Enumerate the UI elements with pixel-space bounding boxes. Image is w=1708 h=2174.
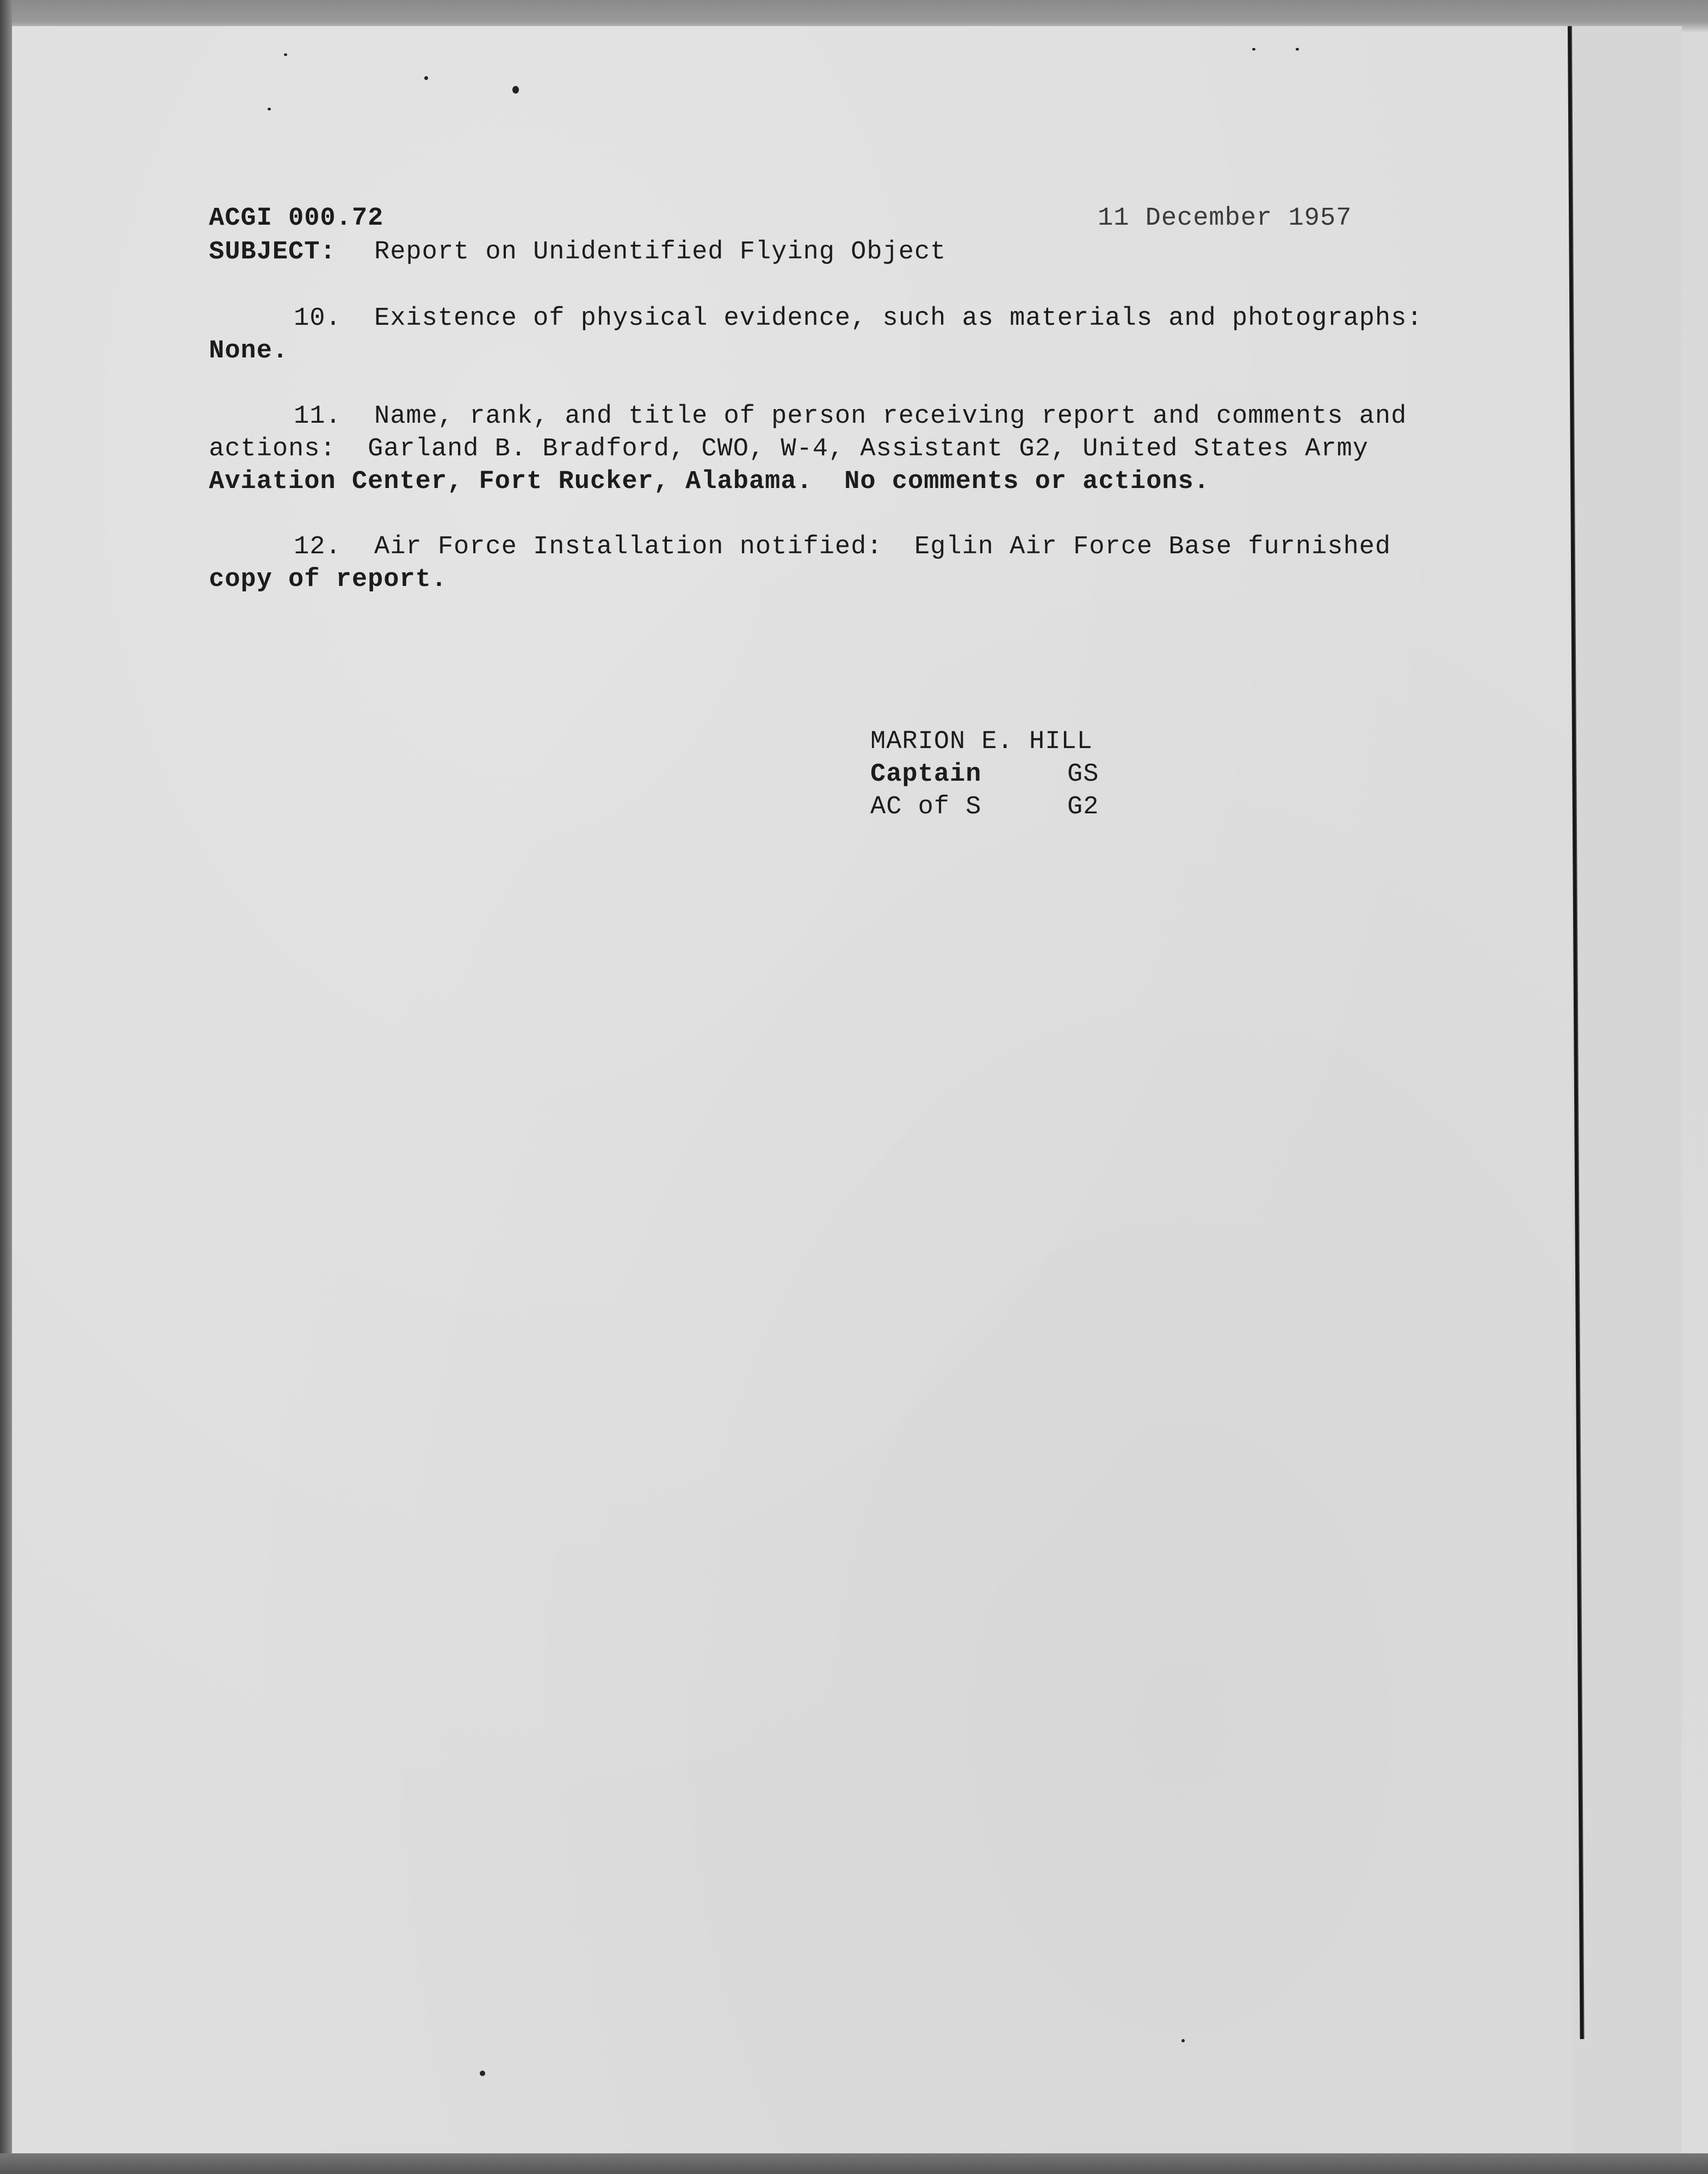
scan-bottom-edge — [0, 2153, 1708, 2174]
document-date: 11 December 1957 — [1098, 204, 1352, 233]
dust-speck — [512, 86, 519, 94]
dust-speck — [1181, 2039, 1185, 2042]
signatory-section: G2 — [1067, 793, 1099, 822]
dust-speck — [1296, 48, 1299, 51]
dust-speck — [424, 76, 428, 80]
item-number: 12. — [294, 533, 342, 561]
dust-speck — [480, 2071, 485, 2076]
item-line: Air Force Installation notified: Eglin Air Force Base furnished — [374, 533, 1391, 561]
dust-speck — [268, 108, 271, 110]
item-line: actions: Garland B. Bradford, CWO, W-4, Assistant G2, United States Army — [209, 435, 1369, 464]
signatory-rank: Captain — [870, 760, 982, 789]
item-line: None. — [209, 337, 289, 366]
item-number: 10. — [294, 304, 342, 333]
item-line: Name, rank, and title of person receiving report and comments and — [374, 402, 1407, 431]
subject-label: SUBJECT: — [209, 238, 336, 267]
item-line: Existence of physical evidence, such as materials and photographs: — [374, 304, 1423, 333]
item-line: Aviation Center, Fort Rucker, Alabama. No comments or actions. — [209, 467, 1210, 496]
dust-speck — [284, 53, 287, 56]
dust-speck — [1252, 48, 1255, 51]
signatory-branch: GS — [1067, 760, 1099, 789]
subject-text: Report on Unidentified Flying Object — [374, 238, 946, 267]
scan-left-edge — [0, 0, 12, 2174]
signatory-name: MARION E. HILL — [870, 727, 1093, 756]
signatory-title: AC of S — [870, 793, 982, 822]
item-number: 11. — [294, 402, 342, 431]
file-reference: ACGI 000.72 — [209, 204, 384, 233]
adjacent-page-strip — [1572, 26, 1682, 2153]
item-line: copy of report. — [209, 565, 448, 594]
